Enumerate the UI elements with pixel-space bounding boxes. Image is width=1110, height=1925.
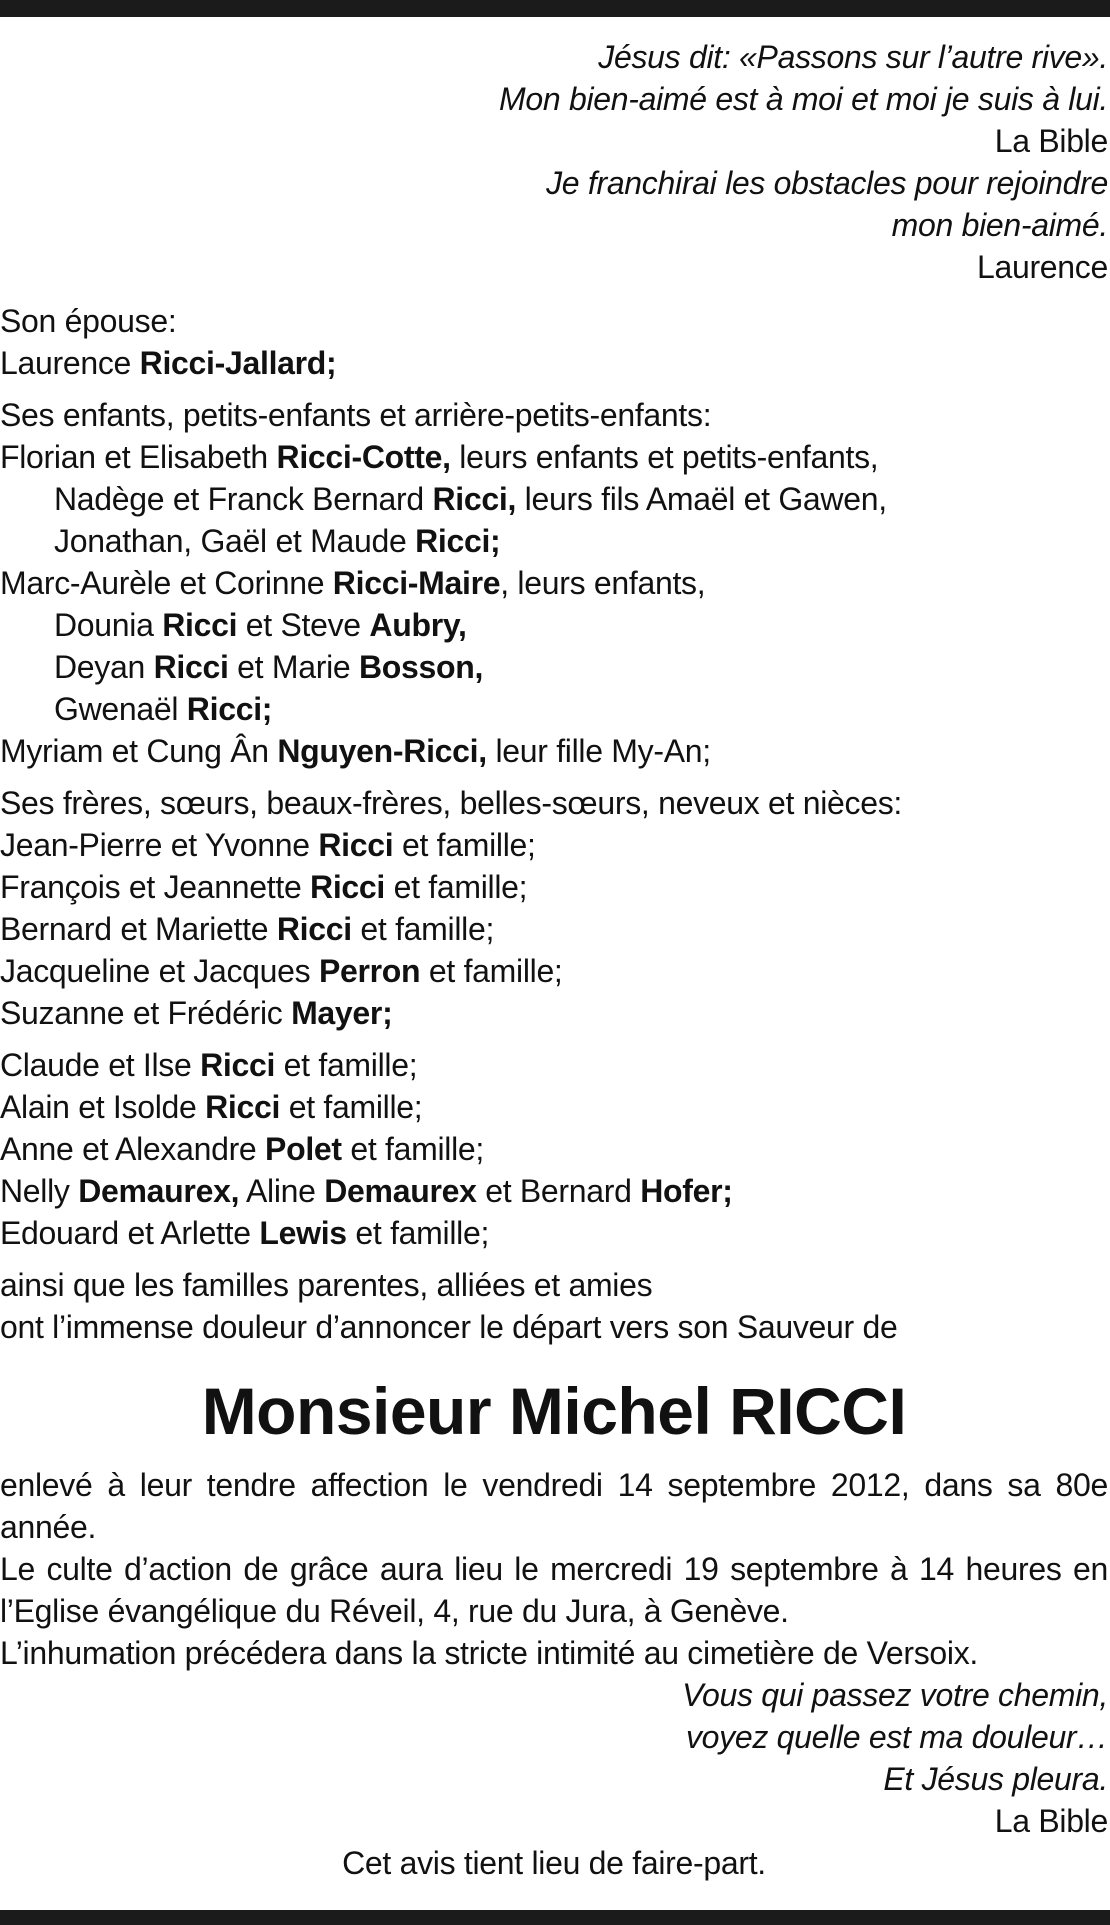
surname: Polet bbox=[265, 1131, 342, 1167]
surname: Perron bbox=[318, 953, 421, 989]
family-line bbox=[0, 562, 1108, 604]
relation-text: et famille; bbox=[393, 827, 536, 863]
given-names: Nelly bbox=[0, 1173, 79, 1209]
given-names: Nadège et Franck Bernard bbox=[54, 481, 433, 517]
closing-line-2: voyez quelle est ma douleur… bbox=[685, 1719, 1108, 1755]
spouse-surname: Ricci-Jallard; bbox=[139, 345, 337, 381]
given-names: Jonathan, Gaël et Maude bbox=[54, 523, 416, 559]
family-line bbox=[0, 520, 1108, 562]
epigraph2-source: Laurence bbox=[976, 249, 1108, 285]
family-line bbox=[0, 646, 1108, 688]
given-names: Claude et Ilse bbox=[0, 1047, 201, 1083]
given-names: Suzanne et Frédéric bbox=[0, 995, 292, 1031]
family-line bbox=[0, 992, 1108, 1034]
siblings-section bbox=[0, 782, 1108, 1034]
relatives-section bbox=[0, 1044, 1108, 1254]
surname: Ricci bbox=[205, 1089, 281, 1125]
surname: Ricci-Cotte, bbox=[276, 439, 451, 475]
surname: Lewis bbox=[259, 1215, 347, 1251]
family-line bbox=[0, 1212, 1108, 1254]
death-details: enlevé à leur tendre affection le vendredi 14 septembre 2012, dans sa 80e année. bbox=[0, 1467, 1108, 1545]
service-details: Le culte d’action de grâce aura lieu le mercredi 19 septembre à 14 heures en l’Eglise évangélique du Réveil, 4, rue du Jura, à Genève. bbox=[0, 1551, 1108, 1629]
relation-text: et famille; bbox=[351, 911, 495, 947]
epigraph-source: La Bible bbox=[994, 123, 1108, 159]
deceased-name: Monsieur Michel RICCI bbox=[201, 1374, 907, 1448]
family-line bbox=[0, 866, 1108, 908]
family-line bbox=[0, 824, 1108, 866]
family-line bbox=[0, 1044, 1108, 1086]
surname: Ricci; bbox=[415, 523, 501, 559]
burial-details: L’inhumation précédera dans la stricte intimité au cimetière de Versoix. bbox=[0, 1635, 979, 1671]
given-names: Aline bbox=[239, 1173, 325, 1209]
footer-note: Cet avis tient lieu de faire-part. bbox=[342, 1845, 766, 1881]
family-line bbox=[0, 950, 1108, 992]
family-line bbox=[0, 1086, 1108, 1128]
bottom-rule bbox=[0, 1910, 1110, 1925]
relation-text: et famille; bbox=[280, 1089, 423, 1125]
given-names: François et Jeannette bbox=[0, 869, 311, 905]
family-line bbox=[0, 604, 1108, 646]
surname: Ricci bbox=[162, 607, 238, 643]
surname: Ricci bbox=[310, 869, 386, 905]
closing-source: La Bible bbox=[994, 1803, 1108, 1839]
given-names: Bernard et Mariette bbox=[0, 911, 277, 947]
epigraph2-line-1: Je franchirai les obstacles pour rejoindre bbox=[546, 165, 1108, 201]
surname: Ricci-Maire bbox=[332, 565, 501, 601]
top-rule bbox=[0, 0, 1110, 17]
siblings-heading: Ses frères, sœurs, beaux-frères, belles-sœurs, neveux et nièces: bbox=[0, 785, 903, 821]
spouse-name-line bbox=[0, 342, 1108, 384]
surname: Hofer; bbox=[640, 1173, 733, 1209]
family-line bbox=[0, 688, 1108, 730]
family-line bbox=[0, 908, 1108, 950]
children-heading: Ses enfants, petits-enfants et arrière-petits-enfants: bbox=[0, 397, 712, 433]
relation-text: , leurs enfants, bbox=[500, 565, 706, 601]
family-line bbox=[0, 1128, 1108, 1170]
surname: Ricci bbox=[153, 649, 229, 685]
given-names: Jacqueline et Jacques bbox=[0, 953, 319, 989]
surname: Ricci; bbox=[186, 691, 273, 727]
relation-text: leur fille My-An; bbox=[486, 733, 711, 769]
conjunction-text: et Steve bbox=[237, 607, 370, 643]
closing-line-3: Et Jésus pleura. bbox=[883, 1761, 1108, 1797]
relation-text: et famille; bbox=[275, 1047, 418, 1083]
relation-text: et famille; bbox=[385, 869, 528, 905]
given-names: Dounia bbox=[54, 607, 163, 643]
surname: Ricci, bbox=[432, 481, 517, 517]
family-line bbox=[0, 436, 1108, 478]
surname: Aubry, bbox=[369, 607, 467, 643]
announcement-section bbox=[0, 1264, 1108, 1348]
announcement-line-1: ainsi que les familles parentes, alliées et amies bbox=[0, 1267, 653, 1303]
details-section bbox=[0, 1464, 1108, 1674]
epigraph-line-2: Mon bien-aimé est à moi et moi je suis à lui. bbox=[499, 81, 1108, 117]
surname: Ricci bbox=[318, 827, 394, 863]
surname: Nguyen-Ricci, bbox=[277, 733, 487, 769]
family-line bbox=[0, 1170, 1108, 1212]
announcement-line-2: ont l’immense douleur d’annoncer le départ vers son Sauveur de bbox=[0, 1309, 898, 1345]
children-section bbox=[0, 394, 1108, 772]
given-names: Deyan bbox=[54, 649, 154, 685]
given-names: Florian et Elisabeth bbox=[0, 439, 277, 475]
epigraph-laurence bbox=[0, 162, 1108, 288]
obituary-notice bbox=[0, 36, 1108, 1884]
surname: Bosson, bbox=[358, 649, 484, 685]
epigraph2-line-2: mon bien-aimé. bbox=[891, 207, 1108, 243]
relation-text: et famille; bbox=[341, 1131, 485, 1167]
surname: Ricci bbox=[200, 1047, 276, 1083]
surname: Mayer; bbox=[291, 995, 393, 1031]
family-line bbox=[0, 478, 1108, 520]
surname: Demaurex, bbox=[78, 1173, 240, 1209]
epigraph-bible bbox=[0, 36, 1108, 162]
given-names: Alain et Isolde bbox=[0, 1089, 206, 1125]
given-names: Marc-Aurèle et Corinne bbox=[0, 565, 333, 601]
given-names: Anne et Alexandre bbox=[0, 1131, 266, 1167]
spouse-given: Laurence bbox=[0, 345, 140, 381]
relation-text: leurs enfants et petits-enfants, bbox=[450, 439, 879, 475]
epigraph-line-1: Jésus dit: «Passons sur l’autre rive». bbox=[598, 39, 1108, 75]
surname: Demaurex bbox=[324, 1173, 477, 1209]
family-line bbox=[0, 730, 1108, 772]
closing-line-1: Vous qui passez votre chemin, bbox=[682, 1677, 1108, 1713]
relation-text: et famille; bbox=[420, 953, 563, 989]
closing-quote bbox=[0, 1674, 1108, 1842]
relation-text: et famille; bbox=[346, 1215, 490, 1251]
conjunction-text: et Marie bbox=[228, 649, 359, 685]
spouse-section bbox=[0, 300, 1108, 384]
given-names: Gwenaël bbox=[54, 691, 187, 727]
given-names: Myriam et Cung Ân bbox=[0, 733, 278, 769]
given-names: Jean-Pierre et Yvonne bbox=[0, 827, 319, 863]
conjunction-text: et Bernard bbox=[476, 1173, 641, 1209]
given-names: Edouard et Arlette bbox=[0, 1215, 260, 1251]
spouse-heading: Son épouse: bbox=[0, 303, 177, 339]
relation-text: leurs fils Amaël et Gawen, bbox=[516, 481, 887, 517]
surname: Ricci bbox=[276, 911, 352, 947]
